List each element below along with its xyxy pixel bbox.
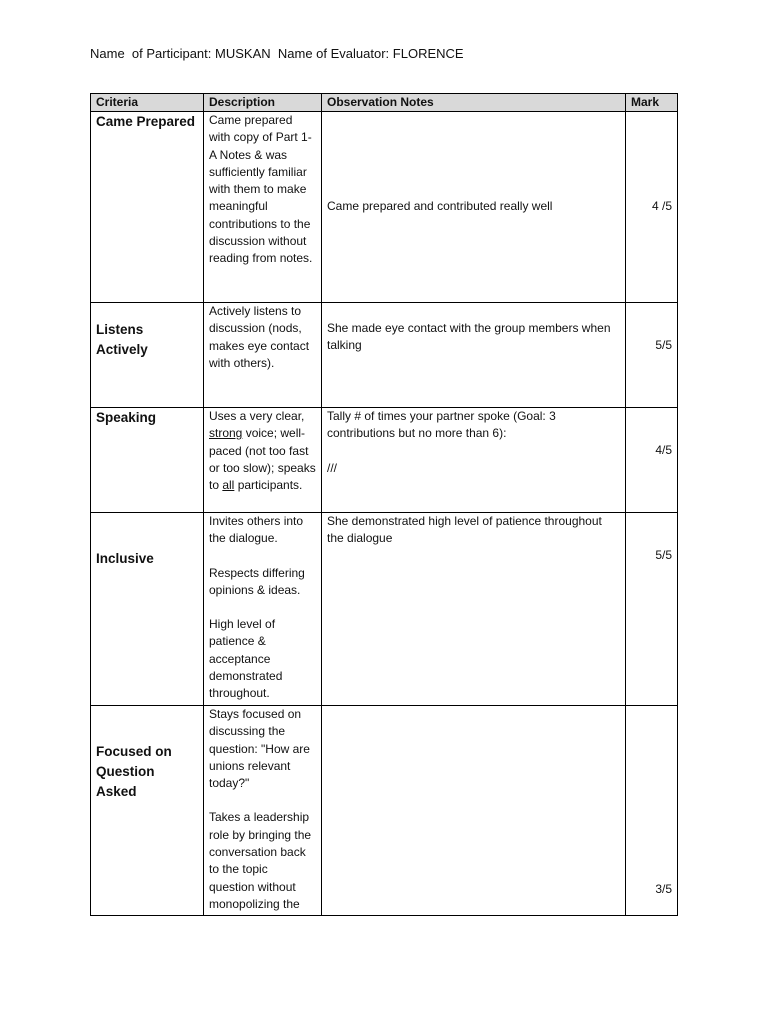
- description-text: Respects differing opinions & ideas.: [209, 565, 305, 597]
- column-header-criteria: Criteria: [91, 94, 204, 112]
- description-fragment: Uses a very clear,: [209, 409, 305, 423]
- table-row: [91, 303, 678, 408]
- evaluator-name: FLORENCE: [392, 46, 464, 61]
- description-text: Takes a leadership role by bringing the conversation back to the topic question without monopolizing the: [209, 810, 312, 911]
- mark-cell: 5/5: [626, 303, 678, 408]
- observation-notes-cell: [322, 408, 626, 513]
- table-row: [91, 408, 678, 513]
- description-text: High level of patience & acceptance demonstrated throughout.: [209, 617, 283, 701]
- criteria-cell: Listens Actively: [91, 303, 204, 408]
- criteria-line: Focused on: [96, 744, 172, 759]
- observation-note-text: She made eye contact with the group members when talking: [327, 321, 611, 353]
- observation-note-text: She demonstrated high level of patience throughout the dialogue: [327, 514, 602, 546]
- column-header-observation-notes: Observation Notes: [322, 94, 626, 112]
- description-cell: [204, 513, 322, 706]
- participant-evaluator-header: [90, 46, 464, 61]
- column-header-description: Description: [204, 94, 322, 112]
- tally-marks: ///: [327, 460, 338, 475]
- description-cell: [204, 706, 322, 916]
- criteria-cell: Came Prepared: [91, 112, 204, 303]
- table-header-row: [91, 94, 678, 112]
- underlined-word-all: all: [222, 478, 235, 493]
- observation-notes-cell: [322, 303, 626, 408]
- observation-note-text: Came prepared and contributed really well: [327, 199, 553, 214]
- table-row: [91, 706, 678, 916]
- criteria-line: Question Asked: [96, 764, 155, 799]
- criteria-cell: Speaking: [91, 408, 204, 513]
- description-cell: [204, 303, 322, 408]
- description-text: Stays focused on discussing the question: "How are unions relevant today?": [209, 707, 310, 791]
- underlined-word-strong: strong: [209, 426, 243, 441]
- criteria-cell: Inclusive: [91, 513, 204, 706]
- description-text: [209, 408, 316, 494]
- description-text: Invites others into the dialogue.: [209, 514, 304, 546]
- description-cell: [204, 408, 322, 513]
- mark-cell: 5/5: [626, 513, 678, 706]
- blank-line: [327, 443, 620, 460]
- description-fragment: voice; well-paced (not too fast or too slow); speaks to: [209, 426, 316, 493]
- table-row: [91, 513, 678, 706]
- mark-cell: 4/5: [626, 408, 678, 513]
- table-row: [91, 112, 678, 303]
- criteria-cell: [91, 706, 204, 916]
- description-text: Actively listens to discussion (nods, makes eye contact with others).: [209, 304, 310, 370]
- observation-note-text: Tally # of times your partner spoke (Goal: 3 contributions but no more than 6):: [327, 409, 556, 441]
- description-text: Came prepared with copy of Part 1-A Notes & was sufficiently familiar with them to make meaningful contributions to the discussion without reading from notes.: [209, 113, 313, 266]
- description-fragment: participants.: [234, 478, 303, 493]
- mark-cell: 4 /5: [626, 112, 678, 303]
- mark-cell: 3/5: [626, 706, 678, 916]
- participant-label: Name of Participant:: [90, 46, 212, 61]
- description-cell: [204, 112, 322, 303]
- evaluator-label: Name of Evaluator:: [277, 46, 390, 61]
- observation-notes-cell: [322, 112, 626, 303]
- evaluation-rubric-table: [90, 93, 678, 916]
- observation-notes-cell: [322, 513, 626, 706]
- observation-notes-cell: [322, 706, 626, 916]
- column-header-mark: Mark: [626, 94, 678, 112]
- participant-name: MUSKAN: [215, 46, 271, 61]
